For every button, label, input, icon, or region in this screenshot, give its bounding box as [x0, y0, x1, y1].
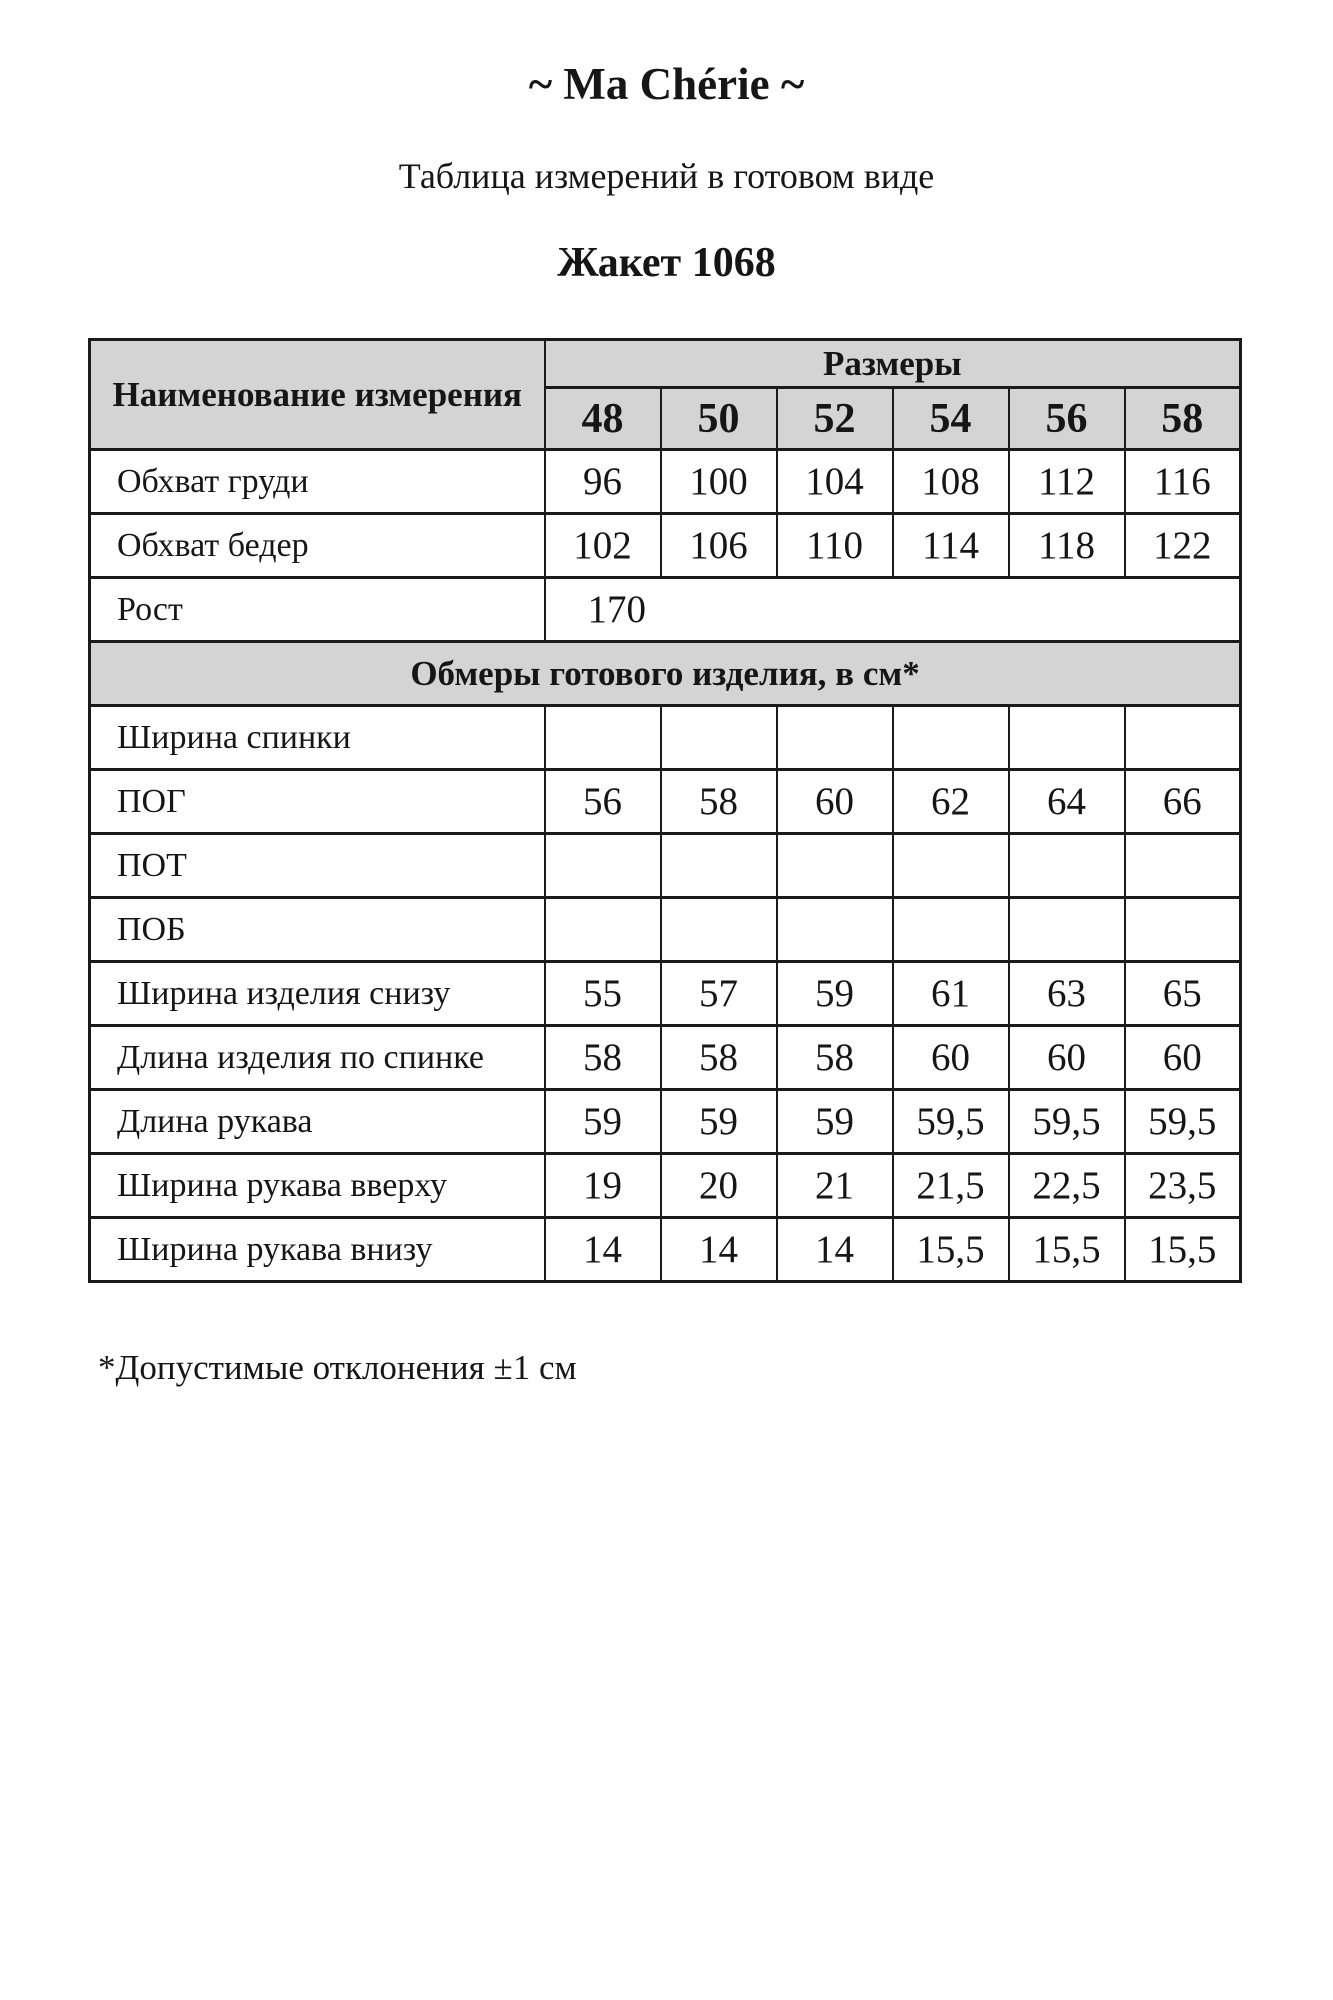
cell-value — [661, 706, 777, 770]
cell-value: 60 — [893, 1026, 1009, 1090]
cell-value: 122 — [1125, 514, 1241, 578]
cell-value: 59 — [777, 962, 893, 1026]
cell-value: 20 — [661, 1154, 777, 1218]
cell-value: 60 — [777, 770, 893, 834]
cell-value: 66 — [1125, 770, 1241, 834]
cell-value: 15,5 — [1009, 1218, 1125, 1282]
cell-value: 22,5 — [1009, 1154, 1125, 1218]
cell-value: 57 — [661, 962, 777, 1026]
cell-value: 59 — [661, 1090, 777, 1154]
row-back-length — [90, 1026, 1241, 1090]
cell-value: 56 — [545, 770, 661, 834]
row-sleeve-length — [90, 1090, 1241, 1154]
cell-value — [1009, 898, 1125, 962]
cell-value: 58 — [661, 770, 777, 834]
cell-value — [661, 898, 777, 962]
row-label: Ширина спинки — [90, 706, 545, 770]
row-bottom-width — [90, 962, 1241, 1026]
size-col-48: 48 — [545, 388, 661, 450]
size-col-52: 52 — [777, 388, 893, 450]
cell-value: 60 — [1009, 1026, 1125, 1090]
cell-value: 58 — [661, 1026, 777, 1090]
cell-value — [661, 834, 777, 898]
measurements-table — [88, 338, 1242, 1283]
cell-value: 116 — [1125, 450, 1241, 514]
cell-value: 19 — [545, 1154, 661, 1218]
cell-value — [1125, 898, 1241, 962]
row-pot — [90, 834, 1241, 898]
row-sleeve-width-top — [90, 1154, 1241, 1218]
row-label: Ширина рукава внизу — [90, 1218, 545, 1282]
row-label: Ширина изделия снизу — [90, 962, 545, 1026]
cell-value — [545, 706, 661, 770]
cell-value: 23,5 — [1125, 1154, 1241, 1218]
cell-value: 63 — [1009, 962, 1125, 1026]
cell-value — [893, 834, 1009, 898]
footnote: *Допустимые отклонения ±1 см — [98, 1348, 577, 1388]
row-label: Длина рукава — [90, 1090, 545, 1154]
row-back-width — [90, 706, 1241, 770]
cell-value: 96 — [545, 450, 661, 514]
row-label: ПОБ — [90, 898, 545, 962]
row-pob — [90, 898, 1241, 962]
cell-value — [1009, 706, 1125, 770]
row-sleeve-width-bottom — [90, 1218, 1241, 1282]
row-label: Обхват бедер — [90, 514, 545, 578]
row-label: Рост — [90, 578, 545, 642]
cell-value: 21 — [777, 1154, 893, 1218]
cell-value: 15,5 — [893, 1218, 1009, 1282]
cell-value: 14 — [661, 1218, 777, 1282]
cell-value — [777, 706, 893, 770]
row-section-header — [90, 642, 1241, 706]
row-label: Ширина рукава вверху — [90, 1154, 545, 1218]
cell-value: 106 — [661, 514, 777, 578]
cell-value: 14 — [545, 1218, 661, 1282]
cell-value: 59,5 — [1125, 1090, 1241, 1154]
product-title: Жакет 1068 — [557, 240, 776, 287]
cell-value: 60 — [1125, 1026, 1241, 1090]
column-header-measurement-name: Наименование измерения — [90, 340, 545, 450]
size-col-56: 56 — [1009, 388, 1125, 450]
cell-value — [777, 834, 893, 898]
cell-value: 104 — [777, 450, 893, 514]
cell-value: 170 — [545, 578, 1241, 642]
cell-value: 65 — [1125, 962, 1241, 1026]
cell-value — [1125, 706, 1241, 770]
size-col-58: 58 — [1125, 388, 1241, 450]
cell-value: 14 — [777, 1218, 893, 1282]
cell-value: 102 — [545, 514, 661, 578]
cell-value — [1125, 834, 1241, 898]
cell-value: 15,5 — [1125, 1218, 1241, 1282]
cell-value: 59 — [777, 1090, 893, 1154]
cell-value: 21,5 — [893, 1154, 1009, 1218]
row-pog — [90, 770, 1241, 834]
cell-value — [893, 898, 1009, 962]
cell-value — [777, 898, 893, 962]
row-label: Длина изделия по спинке — [90, 1026, 545, 1090]
subtitle: Таблица измерений в готовом виде — [398, 155, 935, 196]
size-col-50: 50 — [661, 388, 777, 450]
row-label: ПОТ — [90, 834, 545, 898]
cell-value: 59 — [545, 1090, 661, 1154]
cell-value: 114 — [893, 514, 1009, 578]
row-height — [90, 578, 1241, 642]
cell-value — [545, 898, 661, 962]
cell-value: 118 — [1009, 514, 1125, 578]
cell-value: 100 — [661, 450, 777, 514]
table-header-row — [90, 340, 1241, 388]
cell-value: 58 — [777, 1026, 893, 1090]
cell-value: 61 — [893, 962, 1009, 1026]
brand-title: ~ Ma Chérie ~ — [528, 59, 805, 109]
cell-value: 58 — [545, 1026, 661, 1090]
cell-value — [893, 706, 1009, 770]
row-chest-girth — [90, 450, 1241, 514]
cell-value — [545, 834, 661, 898]
size-col-54: 54 — [893, 388, 1009, 450]
cell-value: 55 — [545, 962, 661, 1026]
column-header-sizes: Размеры — [545, 340, 1241, 388]
cell-value: 62 — [893, 770, 1009, 834]
cell-value: 110 — [777, 514, 893, 578]
row-label: ПОГ — [90, 770, 545, 834]
section-header: Обмеры готового изделия, в см* — [90, 642, 1241, 706]
cell-value: 108 — [893, 450, 1009, 514]
row-hip-girth — [90, 514, 1241, 578]
cell-value: 112 — [1009, 450, 1125, 514]
cell-value: 64 — [1009, 770, 1125, 834]
cell-value: 59,5 — [893, 1090, 1009, 1154]
row-label: Обхват груди — [90, 450, 545, 514]
cell-value: 59,5 — [1009, 1090, 1125, 1154]
cell-value — [1009, 834, 1125, 898]
